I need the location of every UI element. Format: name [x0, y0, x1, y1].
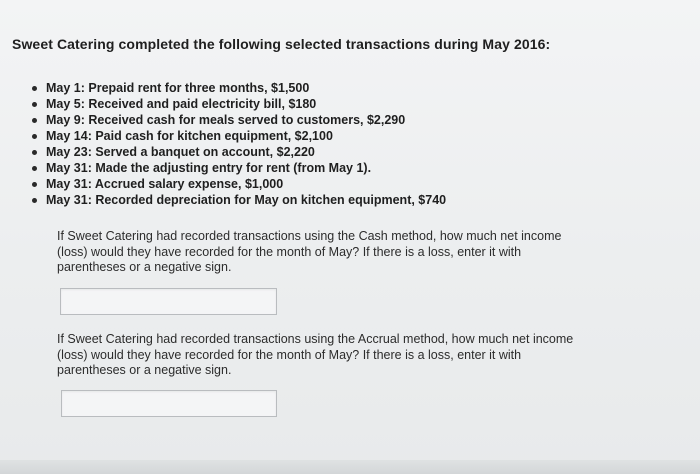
list-item: May 31: Made the adjusting entry for rent (from May 1).: [32, 160, 446, 176]
list-item: May 23: Served a banquet on account, $2,220: [32, 144, 446, 160]
list-item: May 14: Paid cash for kitchen equipment, $2,100: [32, 128, 446, 144]
question-line: If Sweet Catering had recorded transactions using the Accrual method, how much net income: [57, 332, 574, 346]
list-item: May 31: Recorded depreciation for May on kitchen equipment, $740: [32, 192, 446, 208]
question-line: (loss) would they have recorded for the month of May? If there is a loss, enter it with: [57, 244, 522, 259]
list-item: May 31: Accrued salary expense, $1,000: [32, 176, 446, 192]
question-line: parentheses or a negative sign.: [57, 260, 232, 274]
list-item: May 1: Prepaid rent for three months, $1,500: [32, 80, 446, 96]
question-line: If Sweet Catering had recorded transactions using the Cash method, how much net income: [57, 229, 562, 243]
list-item: May 5: Received and paid electricity bill, $180: [32, 96, 446, 112]
question-line: parentheses or a negative sign.: [57, 363, 232, 377]
cash-method-answer-input[interactable]: [60, 288, 277, 315]
accrual-method-answer-input[interactable]: [61, 390, 277, 417]
accrual-method-question: [57, 332, 577, 379]
bottom-edge: [0, 460, 700, 474]
transaction-list: [32, 80, 446, 208]
problem-title: Sweet Catering completed the following selected transactions during May 2016:: [12, 36, 551, 52]
cash-method-question: [57, 229, 577, 276]
question-line: (loss) would they have recorded for the month of May? If there is a loss, enter it with: [57, 347, 522, 362]
list-item: May 9: Received cash for meals served to customers, $2,290: [32, 112, 446, 128]
